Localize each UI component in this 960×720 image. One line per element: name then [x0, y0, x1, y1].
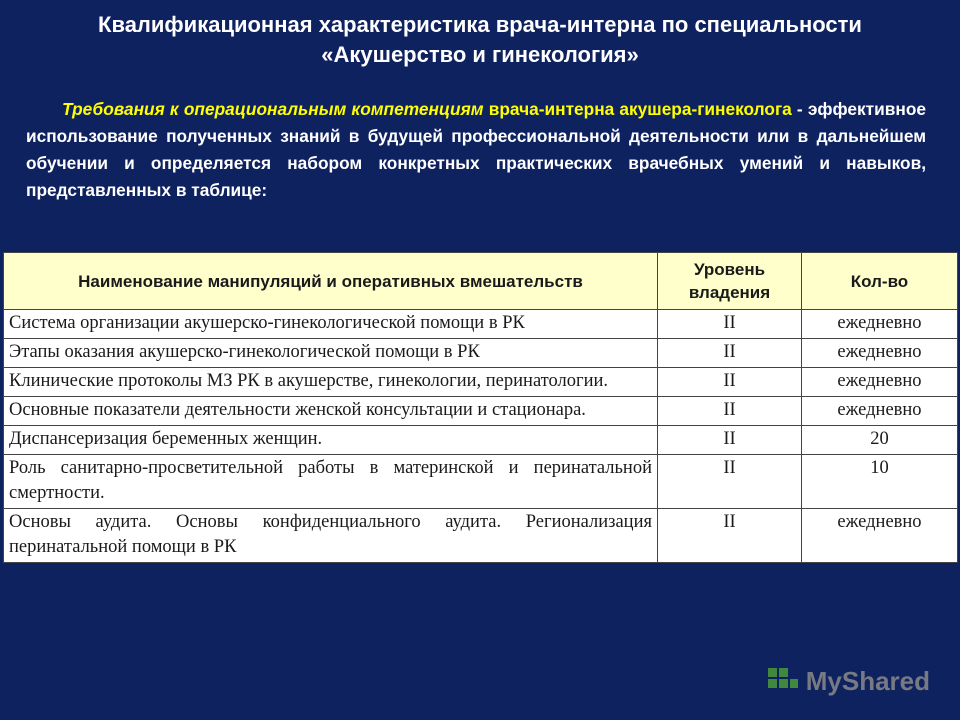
title-line-2: «Акушерство и гинекология»: [321, 42, 639, 67]
table-row: [4, 310, 958, 339]
watermark: [766, 664, 930, 698]
row-count: ежедневно: [802, 368, 958, 397]
row-count: ежедневно: [802, 339, 958, 368]
header-level: Уровень владения: [658, 253, 802, 310]
row-level: II: [658, 397, 802, 426]
row-level: II: [658, 426, 802, 455]
row-count: ежедневно: [802, 310, 958, 339]
intro-paragraph: [26, 96, 926, 204]
competency-table: [3, 252, 958, 563]
row-level: II: [658, 368, 802, 397]
table-row: [4, 339, 958, 368]
row-name: Роль санитарно-просветительной работы в материнской и перинатальной смертности.: [4, 455, 658, 509]
row-level: II: [658, 310, 802, 339]
myshared-logo-icon: [766, 664, 800, 698]
table-row: [4, 426, 958, 455]
row-count: 20: [802, 426, 958, 455]
table-row: [4, 455, 958, 509]
intro-highlight-requirements: Требования к операциональным компетенциям: [62, 99, 484, 119]
row-name: Основные показатели деятельности женской консультации и стационара.: [4, 397, 658, 426]
row-name: Система организации акушерско-гинекологической помощи в РК: [4, 310, 658, 339]
header-name: Наименование манипуляций и оперативных вмешательств: [4, 253, 658, 310]
row-count: ежедневно: [802, 397, 958, 426]
row-level: II: [658, 339, 802, 368]
watermark-text: MyShared: [805, 665, 930, 696]
table-header-row: [4, 253, 958, 310]
row-name: Клинические протоколы МЗ РК в акушерстве, гинекологии, перинатологии.: [4, 368, 658, 397]
table-row: [4, 368, 958, 397]
row-name: Этапы оказания акушерско-гинекологической помощи в РК: [4, 339, 658, 368]
intro-highlight-intern: врача-интерна акушера-гинеколога: [488, 99, 792, 119]
intro-body-text: - эффективное использование полученных знаний в будущей профессиональной деятельности или в дальнейшем обучении и определяется набором конкретных практических врачебных умений и навыков, представленных в таблице:: [26, 99, 926, 200]
row-count: 10: [802, 455, 958, 509]
row-name: Диспансеризация беременных женщин.: [4, 426, 658, 455]
row-level: II: [658, 509, 802, 563]
row-level: II: [658, 455, 802, 509]
title-line-1: Квалификационная характеристика врача-интерна по специальности: [98, 12, 862, 37]
slide-title: [0, 10, 960, 70]
row-name: Основы аудита. Основы конфиденциального аудита. Регионализация перинатальной помощи в РК: [4, 509, 658, 563]
table-row: [4, 509, 958, 563]
row-count: ежедневно: [802, 509, 958, 563]
table-row: [4, 397, 958, 426]
header-count: Кол-во: [802, 253, 958, 310]
